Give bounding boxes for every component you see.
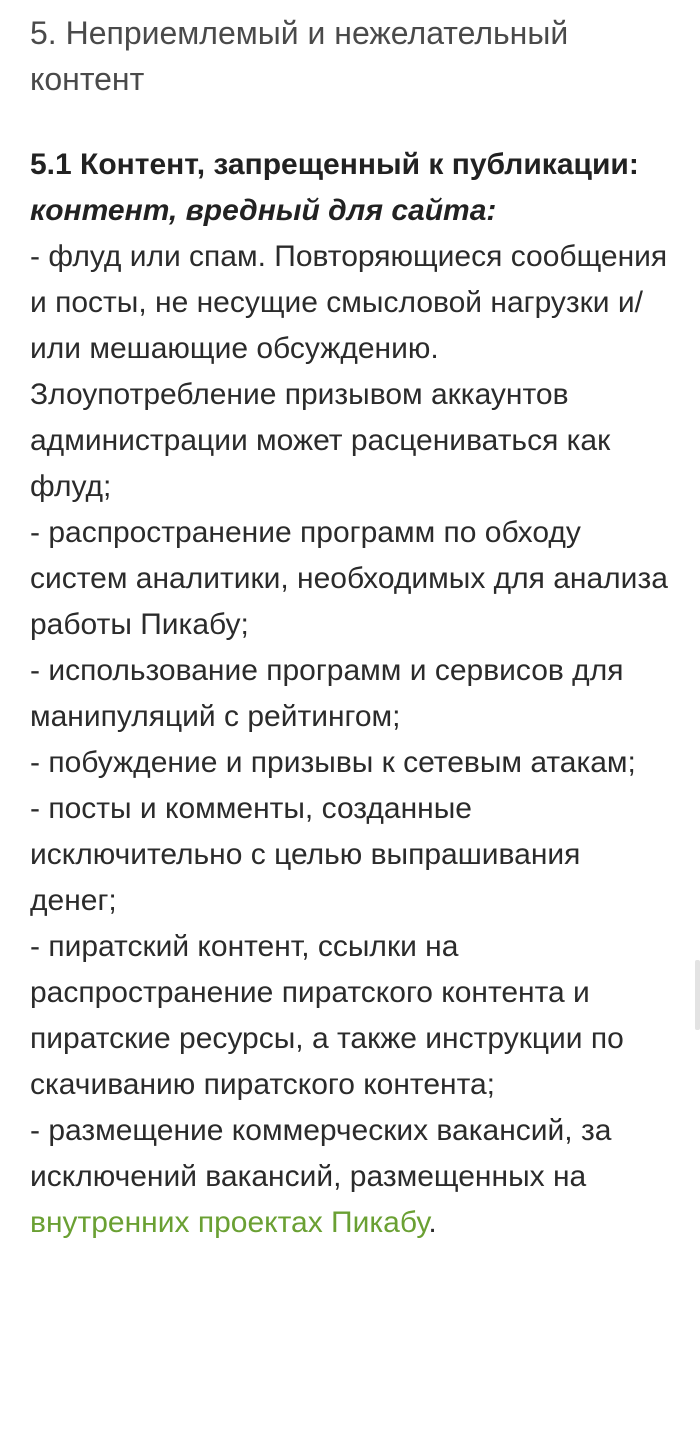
rule-item-end: . bbox=[428, 1206, 437, 1239]
rule-item: - пиратский контент, ссылки на распространение пиратского контента и пиратские ресурсы, а также инструкции по скачиванию пиратского контента; bbox=[30, 930, 624, 1101]
rule-item-last bbox=[30, 1108, 670, 1246]
subsection-subtitle: контент, вредный для сайта: bbox=[30, 194, 497, 227]
subsection-title: 5.1 Контент, запрещенный к публикации: bbox=[30, 148, 639, 181]
rule-item: - флуд или спам. Повторяющиеся сообщения и посты, не несущие смысловой нагрузки и/или мешающие обсуждению. Злоупотребление призывом аккаунтов администрации может расцениваться как флуд; bbox=[30, 240, 668, 503]
rule-item-text: - размещение коммерческих вакансий, за исключений вакансий, размещенных на bbox=[30, 1114, 612, 1193]
rules-list bbox=[30, 234, 670, 1246]
rule-item: - использование программ и сервисов для манипуляций с рейтингом; bbox=[30, 654, 624, 733]
rules-content bbox=[30, 10, 670, 1246]
rule-item: - посты и комменты, созданные исключительно с целью выпрашивания денег; bbox=[30, 792, 581, 917]
internal-projects-link[interactable]: внутренних проектах Пикабу bbox=[30, 1206, 429, 1239]
section-title: 5. Неприемлемый и нежелательный контент bbox=[30, 15, 569, 97]
rule-item: - распространение программ по обходу систем аналитики, необходимых для анализа работы Пикабу; bbox=[30, 516, 668, 641]
rule-item: - побуждение и призывы к сетевым атакам; bbox=[30, 746, 636, 779]
scrollbar[interactable] bbox=[695, 960, 700, 1030]
